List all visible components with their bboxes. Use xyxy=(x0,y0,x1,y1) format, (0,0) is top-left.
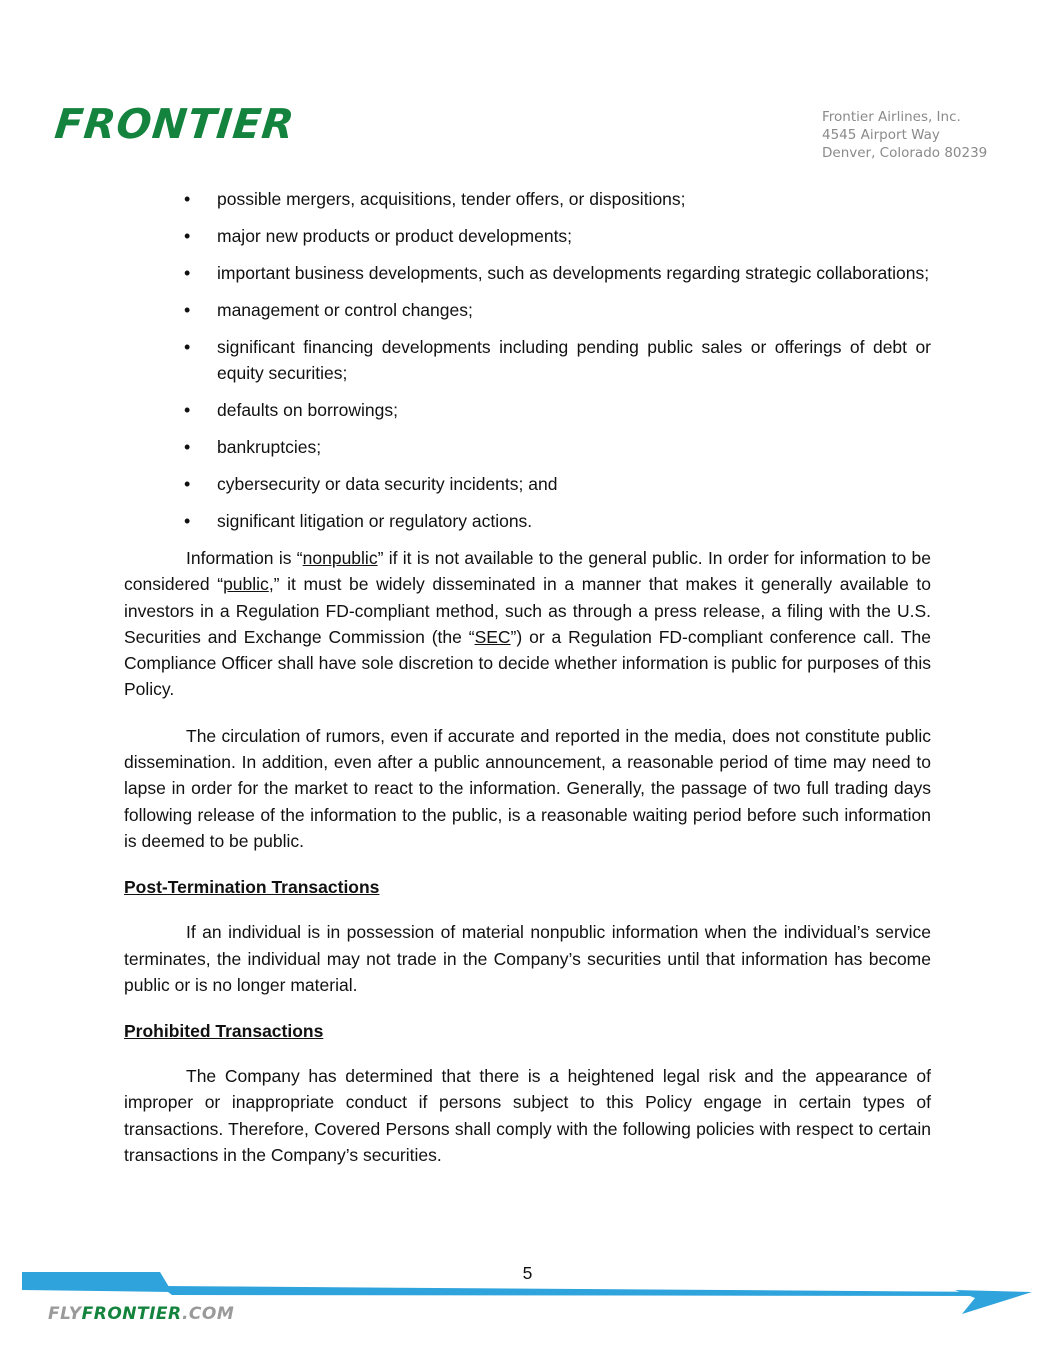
brand-frontier: FRONTIER xyxy=(81,1304,182,1324)
list-item: • significant financing developments including pending public sales or offerings of debt or equity securities; xyxy=(124,334,931,386)
footer-swoosh-line xyxy=(160,1286,1000,1296)
footer-brand xyxy=(48,1306,234,1323)
list-item: • significant litigation or regulatory actions. xyxy=(124,508,931,534)
term-nonpublic: nonpublic xyxy=(302,548,378,568)
text-run: Information is “ xyxy=(186,548,303,568)
page-number: 5 xyxy=(522,1263,533,1283)
address-line-street: 4545 Airport Way xyxy=(822,127,940,143)
text-run: ,” it must be widely disseminated in a manner that makes it generally available to investors in a Regulation FD-compliant method, such as through a press release, a filing with the U.S. Securities and Exchange Commission (the “ xyxy=(124,574,931,647)
material-information-list xyxy=(124,186,931,534)
paragraph-rumors: The circulation of rumors, even if accurate and reported in the media, does not constitute public dissemination. In addition, even after a public announcement, a reasonable period of time may need to lapse in order for the market to react to the information. Generally, the passage of two full trading days following release of the information to the public, is a reasonable waiting period before such information is deemed to be public. xyxy=(124,725,931,851)
brand-com: .COM xyxy=(181,1304,235,1324)
company-address xyxy=(822,108,987,162)
list-item: • bankruptcies; xyxy=(124,434,931,460)
list-item: • cybersecurity or data security incidents; and xyxy=(124,471,931,497)
brand-fly: FLY xyxy=(48,1304,82,1324)
term-public: public xyxy=(223,574,269,595)
heading-post-termination: Post-Termination Transactions xyxy=(124,877,380,898)
list-item: • important business developments, such as developments regarding strategic collaborations; xyxy=(124,260,931,286)
term-sec: SEC xyxy=(474,626,511,647)
address-line-company: Frontier Airlines, Inc. xyxy=(822,109,961,125)
frontier-logo: FRONTIER xyxy=(52,100,298,148)
footer-swoosh-right-shape xyxy=(955,1290,1032,1314)
list-item: • defaults on borrowings; xyxy=(124,397,931,423)
paragraph-prohibited-transactions: The Company has determined that there is a heightened legal risk and the appearance of improper or inappropriate conduct if persons subject to this Policy engage in certain types of transactions. Therefore, Covered Persons shall comply with the following policies with respect to certain transactions in the Company’s securities. xyxy=(124,1066,931,1166)
list-item: • major new products or product developments; xyxy=(124,223,931,249)
list-item: • possible mergers, acquisitions, tender offers, or dispositions; xyxy=(124,186,931,212)
footer-swoosh-left-shape xyxy=(22,1272,172,1292)
heading-prohibited-transactions: Prohibited Transactions xyxy=(124,1021,324,1042)
paragraph-post-termination: If an individual is in possession of material nonpublic information when the individual’s service terminates, the individual may not trade in the Company’s securities until that information has become public or is no longer material. xyxy=(124,922,931,995)
address-line-city: Denver, Colorado 80239 xyxy=(822,145,988,161)
paragraph-nonpublic-definition xyxy=(124,545,931,703)
list-item: • management or control changes; xyxy=(124,297,931,323)
text-run: ”) or a Regulation FD-compliant conference call. The Compliance Officer shall have sole discretion to decide whether information is public for purposes of this Policy. xyxy=(124,626,931,700)
text-run: ” if it is not available to the general public. In order for information to be considered “ xyxy=(124,548,932,595)
document-body xyxy=(124,186,931,1188)
